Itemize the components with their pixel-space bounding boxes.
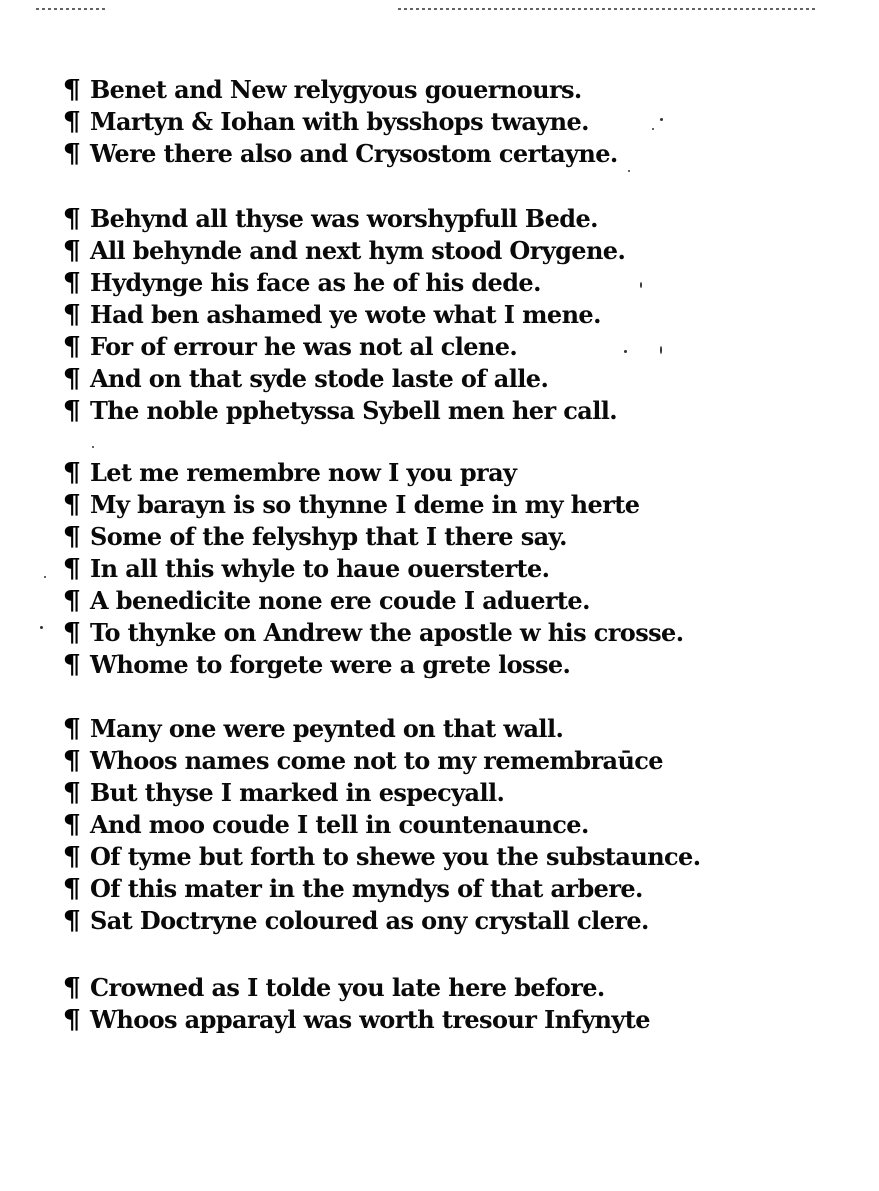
verse-line	[64, 713, 704, 745]
verse-text: Whoos names come not to my remembraūce	[90, 746, 663, 775]
pilcrow-icon: ¶	[62, 107, 81, 137]
stanza	[64, 972, 704, 1036]
verse-text: Whome to forgete were a grete losse.	[90, 650, 571, 679]
scan-edge-mark	[36, 8, 106, 10]
verse-text: Let me remembre now I you pray	[90, 458, 517, 487]
pilcrow-icon: ¶	[62, 236, 81, 266]
verse-text: And on that syde stode laste of alle.	[90, 364, 549, 393]
pilcrow-icon: ¶	[62, 810, 81, 840]
pilcrow-icon: ¶	[62, 874, 81, 904]
verse-line	[64, 809, 704, 841]
verse-text: Behynd all thyse was worshypfull Bede.	[90, 204, 598, 233]
verse-line	[64, 203, 704, 235]
verse-line	[64, 138, 704, 170]
verse-line	[64, 457, 704, 489]
pilcrow-icon: ¶	[62, 139, 81, 169]
scan-speck	[624, 350, 627, 353]
pilcrow-icon: ¶	[62, 458, 81, 488]
verse-line	[64, 363, 704, 395]
verse-text: All behynde and next hym stood Orygene.	[90, 236, 626, 265]
verse-text: My barayn is so thynne I deme in my herte	[90, 490, 640, 519]
verse-text: The noble pphetyssa Sybell men her call.	[90, 396, 618, 425]
pilcrow-icon: ¶	[62, 490, 81, 520]
verse-text: Of this mater in the myndys of that arbere.	[90, 874, 643, 903]
verse-line	[64, 585, 704, 617]
verse-line	[64, 1004, 704, 1036]
verse-text: Many one were peynted on that wall.	[90, 714, 564, 743]
pilcrow-icon: ¶	[62, 75, 81, 105]
verse-text: In all this whyle to haue ouersterte.	[90, 554, 550, 583]
stanza	[64, 713, 704, 937]
scan-speck	[92, 446, 94, 448]
verse-line	[64, 777, 704, 809]
scan-speck	[40, 626, 43, 629]
pilcrow-icon: ¶	[62, 650, 81, 680]
verse-line	[64, 489, 704, 521]
pilcrow-icon: ¶	[62, 714, 81, 744]
verse-text: To thynke on Andrew the apostle w his crosse.	[90, 618, 684, 647]
scan-edge-mark	[398, 8, 818, 10]
verse-text: Sat Doctryne coloured as ony crystall clere.	[90, 906, 649, 935]
pilcrow-icon: ¶	[62, 906, 81, 936]
verse-line	[64, 905, 704, 937]
pilcrow-icon: ¶	[62, 746, 81, 776]
verse-line	[64, 649, 704, 681]
verse-line	[64, 235, 704, 267]
pilcrow-icon: ¶	[62, 842, 81, 872]
verse-line	[64, 972, 704, 1004]
verse-line	[64, 553, 704, 585]
pilcrow-icon: ¶	[62, 522, 81, 552]
scan-speck	[660, 346, 662, 354]
scan-speck	[660, 118, 663, 121]
verse-text: Crowned as I tolde you late here before.	[90, 973, 605, 1002]
verse-text: Of tyme but forth to shewe you the substaunce.	[90, 842, 701, 871]
stanza	[64, 74, 704, 170]
pilcrow-icon: ¶	[62, 973, 81, 1003]
verse-line	[64, 106, 704, 138]
verse-line	[64, 299, 704, 331]
verse-line	[64, 745, 704, 777]
verse-text: Some of the felyshyp that I there say.	[90, 522, 567, 551]
verse-text: Had ben ashamed ye wote what I mene.	[90, 300, 601, 329]
pilcrow-icon: ¶	[62, 1005, 81, 1035]
pilcrow-icon: ¶	[62, 618, 81, 648]
verse-line	[64, 395, 704, 427]
scan-speck	[652, 128, 654, 130]
stanza	[64, 203, 704, 427]
stanza	[64, 457, 704, 681]
verse-text: For of errour he was not al clene.	[90, 332, 518, 361]
pilcrow-icon: ¶	[62, 268, 81, 298]
pilcrow-icon: ¶	[62, 554, 81, 584]
verse-text: And moo coude I tell in countenaunce.	[90, 810, 589, 839]
scan-speck	[640, 282, 642, 288]
verse-text: But thyse I marked in especyall.	[90, 778, 505, 807]
verse-line	[64, 331, 704, 363]
verse-line	[64, 617, 704, 649]
verse-text: Whoos apparayl was worth tresour Infynyte	[90, 1005, 650, 1034]
pilcrow-icon: ¶	[62, 778, 81, 808]
scan-speck	[44, 576, 46, 578]
verse-text: Martyn & Iohan with bysshops twayne.	[90, 107, 589, 136]
pilcrow-icon: ¶	[62, 364, 81, 394]
pilcrow-icon: ¶	[62, 300, 81, 330]
verse-line	[64, 74, 704, 106]
verse-text: Hydynge his face as he of his dede.	[90, 268, 541, 297]
verse-line	[64, 521, 704, 553]
pilcrow-icon: ¶	[62, 586, 81, 616]
verse-text: Were there also and Crysostom certayne.	[90, 139, 618, 168]
verse-text: Benet and New relygyous gouernours.	[90, 75, 582, 104]
verse-line	[64, 841, 704, 873]
verse-text: A benedicite none ere coude I aduerte.	[90, 586, 590, 615]
pilcrow-icon: ¶	[62, 204, 81, 234]
scan-speck	[628, 170, 630, 172]
verse-line	[64, 873, 704, 905]
pilcrow-icon: ¶	[62, 396, 81, 426]
pilcrow-icon: ¶	[62, 332, 81, 362]
verse-line	[64, 267, 704, 299]
